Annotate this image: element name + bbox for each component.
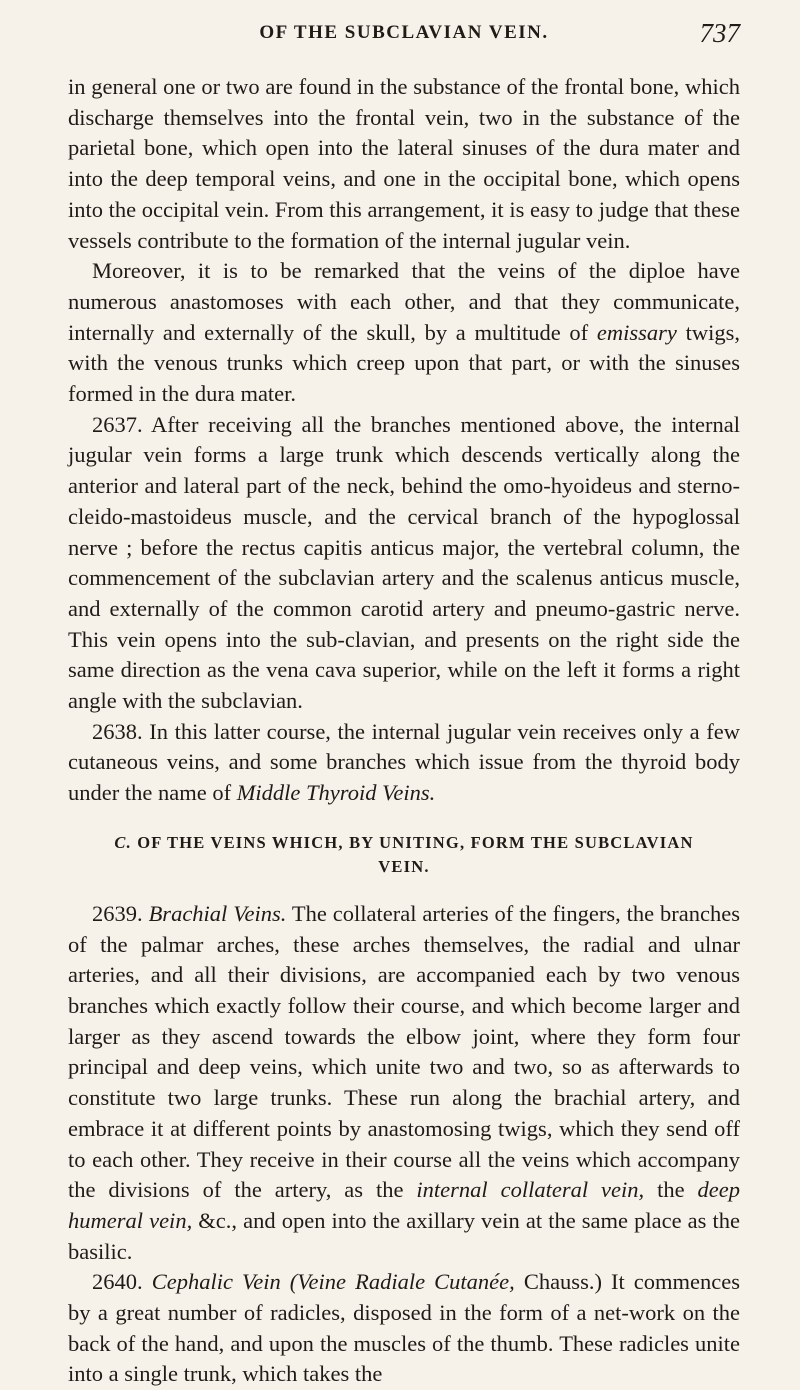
paragraph-number: 2640.	[92, 1269, 143, 1295]
running-title: OF THE SUBCLAVIAN VEIN.	[259, 22, 549, 43]
section-title-line-1: OF THE VEINS WHICH, BY UNITING, FORM THE SUBCLAVIAN	[137, 832, 694, 852]
paragraph-2639: 2639. Brachial Veins. The collateral arteries of the fingers, the branches of the palmar arches, these arches themselves, the radial and ulnar arteries, and all their divisions, are accompanied each by two venous branches which exactly follow their course, and which become larger and larger as they ascend towards the elbow joint, where they form four principal and deep veins, which unite two and two, so as afterwards to constitute two large trunks. These run along the brachial artery, and embrace it at different points by anastomosing twigs, which they send off to each other. They receive in their course all the veins which accompany the divisions of the artery, as the internal collateral vein, the deep humeral vein, &c., and open into the axillary vein at the same place as the basilic.	[68, 900, 741, 1264]
emphasis-middle-thyroid: Middle Thyroid Veins.	[236, 780, 436, 806]
section-letter: C.	[114, 832, 132, 852]
paragraph-diploe-anastomoses: Moreover, it is to be remarked that the veins of the diploe have numerous anastomoses with each other, and that they communicate, internally and externally of the skull, by a multitude of emissary twigs, with the venous trunks which creep upon that part, or with the sinuses formed in the dura mater.	[68, 258, 741, 407]
emphasis-internal-collateral: internal collateral vein,	[416, 1177, 645, 1203]
emphasis-deep-humeral: deep humeral vein,	[68, 1177, 740, 1233]
paragraph-2640: 2640. Cephalic Vein (Veine Radiale Cutanée, Chauss.) It commences by a great number of radicles, disposed in the form of a net-work on the back of the hand, and upon the muscles of the thumb. These radicles unite into a single trunk, which takes the	[68, 1269, 741, 1387]
paragraph-number: 2637.	[92, 411, 143, 437]
paragraph-number: 2638.	[92, 718, 143, 744]
heading-brachial-veins: Brachial Veins.	[148, 900, 287, 926]
paragraph-2638: 2638. In this latter course, the internal jugular vein receives only a few cutaneous veins, and some branches which issue from the thyroid body under the name of Middle Thyroid Veins.	[68, 718, 740, 806]
section-title-line-2: VEIN.	[378, 856, 430, 876]
section-heading	[68, 831, 740, 879]
paragraph-number: 2639.	[92, 900, 143, 926]
heading-cephalic-vein: Cephalic Vein (Veine Radiale Cutanée,	[151, 1269, 515, 1295]
emphasis-emissary: emissary	[596, 319, 677, 345]
page-number: 737	[699, 18, 740, 48]
paragraph-continuation: in general one or two are found in the substance of the frontal bone, which discharge themselves into the frontal vein, two in the substance of the parietal bone, which open into the lateral sinuses of the dura mater and into the deep temporal veins, and one in the occipital bone, which opens into the occipital vein. From this arrangement, it is easy to judge that these vessels contribute to the formation of the internal jugular vein.	[68, 74, 740, 253]
running-head	[68, 18, 740, 58]
paragraph-2637: 2637. After receiving all the branches mentioned above, the internal jugular vein forms a large trunk which descends vertically along the anterior and lateral part of the neck, behind the omo-hyoideus and sterno-cleido-mastoideus muscle, and the cervical branch of the hypoglossal nerve ; before the rectus capitis anticus major, the vertebral column, the commencement of the subclavian artery and the scalenus anticus muscle, and externally of the common carotid artery and pneumo-gastric nerve. This vein opens into the sub-clavian, and presents on the right side the same direction as the vena cava superior, while on the left it forms a right angle with the subclavian.	[68, 411, 740, 714]
